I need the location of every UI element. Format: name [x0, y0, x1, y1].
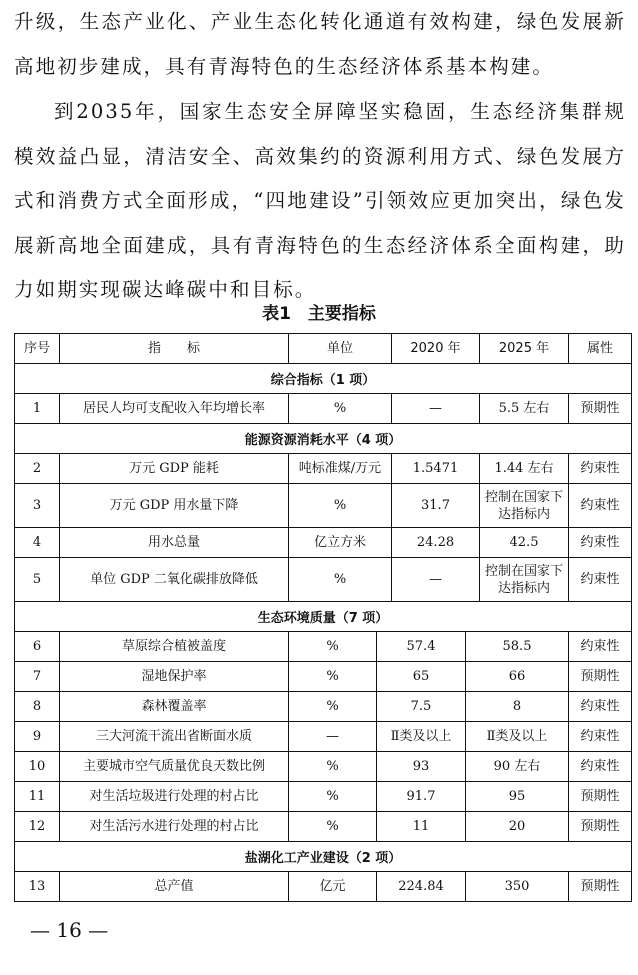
table-cell: Ⅱ类及以上	[376, 722, 465, 751]
table-cell: 总产值	[59, 872, 288, 901]
table-cell: %	[288, 632, 376, 661]
table-cell: Ⅱ类及以上	[465, 722, 568, 751]
section-row: 盐湖化工产业建设（2 项）	[15, 841, 631, 871]
table-cell: 亿立方米	[288, 528, 391, 557]
table-cell: 5.5 左右	[479, 394, 568, 423]
table-cell: %	[288, 752, 376, 781]
table-cell: 95	[465, 782, 568, 811]
table-cell: 预期性	[568, 872, 631, 901]
table-cell: 吨标准煤/万元	[288, 454, 391, 483]
table-cell: 预期性	[568, 394, 631, 423]
table-row	[15, 691, 631, 721]
table-cell: 约束性	[568, 692, 631, 721]
table-row	[15, 631, 631, 661]
table-cell: 224.84	[376, 872, 465, 901]
table-cell: —	[391, 394, 479, 423]
table-cell: 58.5	[465, 632, 568, 661]
table-cell: 预期性	[568, 782, 631, 811]
table-cell: 6	[32, 639, 42, 654]
table-cell: 湿地保护率	[59, 662, 288, 691]
table-row	[15, 661, 631, 691]
table-row	[15, 557, 631, 601]
table-cell	[479, 558, 568, 601]
table-row	[15, 871, 631, 901]
table-cell: 12	[28, 819, 46, 834]
table-cell: 约束性	[568, 484, 631, 527]
table-row	[15, 483, 631, 527]
table-cell: 91.7	[376, 782, 465, 811]
table-cell: 11	[28, 789, 46, 804]
table-cell: 11	[376, 812, 465, 841]
table-cell: 90 左右	[465, 752, 568, 781]
table-cell: 亿元	[288, 872, 376, 901]
section-row: 生态环境质量（7 项）	[15, 601, 631, 631]
table-row	[15, 721, 631, 751]
table-row	[15, 527, 631, 557]
indicators-table	[14, 333, 632, 902]
section-row: 综合指标（1 项）	[15, 363, 631, 393]
table-cell: 万元 GDP 用水量下降	[59, 484, 288, 527]
table-cell: 8	[32, 699, 42, 714]
table-cell: 2	[32, 461, 42, 476]
table-header-row	[15, 334, 631, 363]
cell-text: 控制在国家下达指标内	[484, 489, 563, 522]
table-cell: 约束性	[568, 752, 631, 781]
table-cell: %	[288, 812, 376, 841]
table-title: 表1 主要指标	[262, 304, 376, 324]
table-cell	[479, 484, 568, 527]
table-cell: 约束性	[568, 722, 631, 751]
table-row	[15, 393, 631, 423]
table-cell: %	[288, 662, 376, 691]
header-cell: 2025 年	[479, 334, 568, 363]
table-cell: —	[288, 722, 376, 751]
table-row	[15, 811, 631, 841]
table-cell: 约束性	[568, 632, 631, 661]
table-row	[15, 751, 631, 781]
table-cell: 预期性	[568, 812, 631, 841]
table-cell: %	[288, 558, 391, 601]
table-cell: 预期性	[568, 662, 631, 691]
table-cell: 约束性	[568, 558, 631, 601]
table-cell: 森林覆盖率	[59, 692, 288, 721]
table-cell: 单位 GDP 二氧化碳排放降低	[59, 558, 288, 601]
table-cell: 1.5471	[391, 454, 479, 483]
paragraph: 到2035年，国家生态安全屏障坚实稳固，生态经济集群规模效益凸显，清洁安全、高效集约的资源利用方式、绿色发展方式和消费方式全面形成，“四地建设”引领效应更加突出，绿色发展新高地全面建成，具有青海特色的生态经济体系全面构建，助力如期实现碳达峰碳中和目标。	[14, 100, 626, 301]
table-cell: 5	[32, 572, 42, 587]
table-cell: %	[288, 394, 391, 423]
table-cell: 万元 GDP 能耗	[59, 454, 288, 483]
table-cell: 对生活垃圾进行处理的村占比	[59, 782, 288, 811]
page-number: — 16 —	[30, 918, 109, 942]
table-cell: 对生活污水进行处理的村占比	[59, 812, 288, 841]
paragraph: 升级，生态产业化、产业生态化转化通道有效构建，绿色发展新高地初步建成，具有青海特色的生态经济体系基本构建。	[14, 10, 626, 78]
table-cell: 31.7	[391, 484, 479, 527]
table-cell: 约束性	[568, 454, 631, 483]
table-cell: 24.28	[391, 528, 479, 557]
table-cell: %	[288, 692, 376, 721]
table-cell: 10	[28, 759, 46, 774]
table-cell: 用水总量	[59, 528, 288, 557]
header-cell: 属性	[568, 334, 631, 363]
table-cell: 65	[376, 662, 465, 691]
table-cell: 主要城市空气质量优良天数比例	[59, 752, 288, 781]
header-cell: 单位	[288, 334, 391, 363]
table-cell: 9	[32, 729, 42, 744]
header-cell: 序号	[23, 341, 50, 356]
table-cell: 7.5	[376, 692, 465, 721]
table-cell: 93	[376, 752, 465, 781]
table-row	[15, 453, 631, 483]
table-cell: 草原综合植被盖度	[59, 632, 288, 661]
table-cell: 三大河流干流出省断面水质	[59, 722, 288, 751]
table-cell: 4	[32, 535, 42, 550]
table-cell: 13	[28, 879, 46, 894]
table-cell: 350	[465, 872, 568, 901]
table-cell: 66	[465, 662, 568, 691]
section-row: 能源资源消耗水平（4 项）	[15, 423, 631, 453]
table-cell: 1.44 左右	[479, 454, 568, 483]
table-row	[15, 781, 631, 811]
header-cell: 指 标	[59, 334, 288, 363]
table-cell: %	[288, 782, 376, 811]
table-cell: 居民人均可支配收入年均增长率	[59, 394, 288, 423]
table-cell: 7	[32, 669, 42, 684]
table-cell: 3	[32, 498, 42, 513]
header-cell: 2020 年	[391, 334, 479, 363]
table-cell: 8	[465, 692, 568, 721]
table-cell: 20	[465, 812, 568, 841]
table-cell: 1	[32, 401, 42, 416]
table-cell: 42.5	[479, 528, 568, 557]
table-cell: —	[391, 558, 479, 601]
table-cell: 57.4	[376, 632, 465, 661]
table-cell: 约束性	[568, 528, 631, 557]
cell-text: 控制在国家下达指标内	[484, 563, 563, 596]
table-cell: %	[288, 484, 391, 527]
